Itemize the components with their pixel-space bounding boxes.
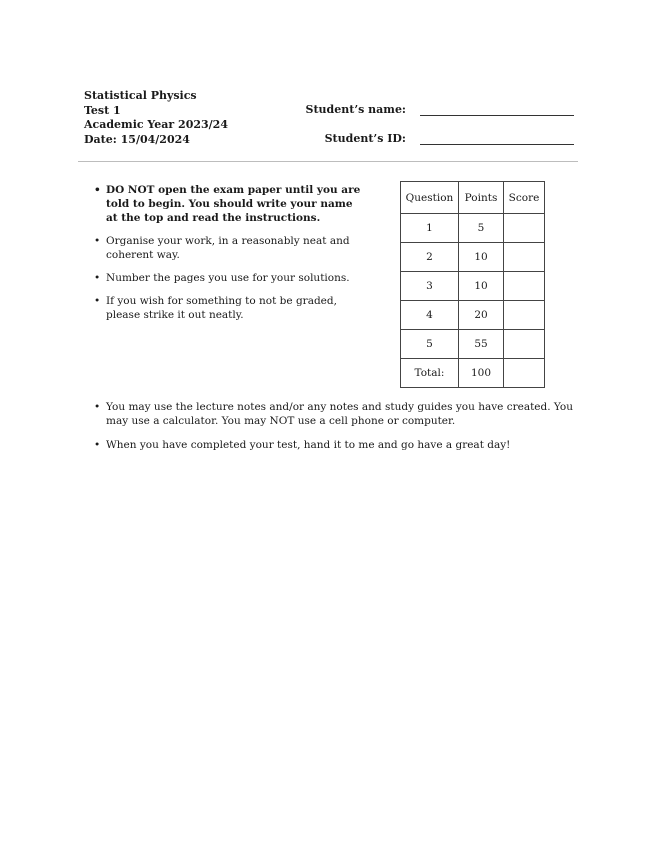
instruction-text: DO NOT open the exam paper until you are told to begin. You should write your name at the top and read the instructions. [106, 184, 361, 224]
student-name-blank [420, 115, 574, 116]
instruction-item [94, 294, 366, 322]
points-cell: 20 [459, 301, 504, 330]
student-id-row [300, 132, 576, 148]
header-score: Score [504, 182, 545, 214]
instruction-text: Number the pages you use for your solutions. [106, 272, 350, 284]
question-cell: 5 [401, 330, 459, 359]
score-table-header-row [401, 182, 545, 214]
score-cell[interactable] [504, 330, 545, 359]
bullet-icon: • [94, 235, 101, 247]
test-number: Test 1 [84, 103, 121, 117]
bullet-icon: • [94, 184, 101, 196]
question-cell: 2 [401, 243, 459, 272]
instruction-item [94, 234, 366, 262]
total-label: Total: [401, 359, 459, 388]
score-cell[interactable] [504, 243, 545, 272]
total-row [401, 359, 545, 388]
header-question: Question [401, 182, 459, 214]
points-cell: 5 [459, 214, 504, 243]
header-points: Points [459, 182, 504, 214]
instruction-text: Organise your work, in a reasonably neat and coherent way. [106, 235, 350, 261]
score-cell[interactable] [504, 272, 545, 301]
instructions-list-bottom [94, 400, 584, 462]
points-cell: 55 [459, 330, 504, 359]
instruction-item [94, 400, 584, 428]
instruction-text: When you have completed your test, hand it to me and go have a great day! [106, 439, 511, 451]
exam-date: Date: 15/04/2024 [84, 132, 190, 146]
total-points: 100 [459, 359, 504, 388]
student-id-label: Student’s ID: [324, 132, 406, 145]
score-table [400, 181, 545, 388]
course-title: Statistical Physics [84, 89, 197, 102]
instruction-text: If you wish for something to not be graded, please strike it out neatly. [106, 295, 337, 321]
question-cell: 1 [401, 214, 459, 243]
points-cell: 10 [459, 272, 504, 301]
student-name-label: Student’s name: [305, 103, 406, 116]
points-cell: 10 [459, 243, 504, 272]
table-row [401, 330, 545, 359]
student-id-blank [420, 144, 574, 145]
table-row [401, 272, 545, 301]
bullet-icon: • [94, 401, 101, 413]
score-cell[interactable] [504, 214, 545, 243]
table-row [401, 243, 545, 272]
bullet-icon: • [94, 439, 101, 451]
instructions-list-top [94, 183, 366, 331]
header-divider [78, 161, 578, 162]
total-score-cell[interactable] [504, 359, 545, 388]
question-cell: 3 [401, 272, 459, 301]
instruction-item [94, 183, 366, 225]
question-cell: 4 [401, 301, 459, 330]
table-row [401, 301, 545, 330]
instruction-item [94, 271, 366, 285]
student-name-row [300, 103, 576, 119]
bullet-icon: • [94, 295, 101, 307]
score-cell[interactable] [504, 301, 545, 330]
bullet-icon: • [94, 272, 101, 284]
instruction-item [94, 438, 584, 452]
instruction-text: You may use the lecture notes and/or any notes and study guides you have created. You may use a calculator. You may NOT use a cell phone or computer. [106, 401, 574, 427]
table-row [401, 214, 545, 243]
exam-header [84, 89, 228, 147]
academic-year: Academic Year 2023/24 [84, 118, 228, 131]
